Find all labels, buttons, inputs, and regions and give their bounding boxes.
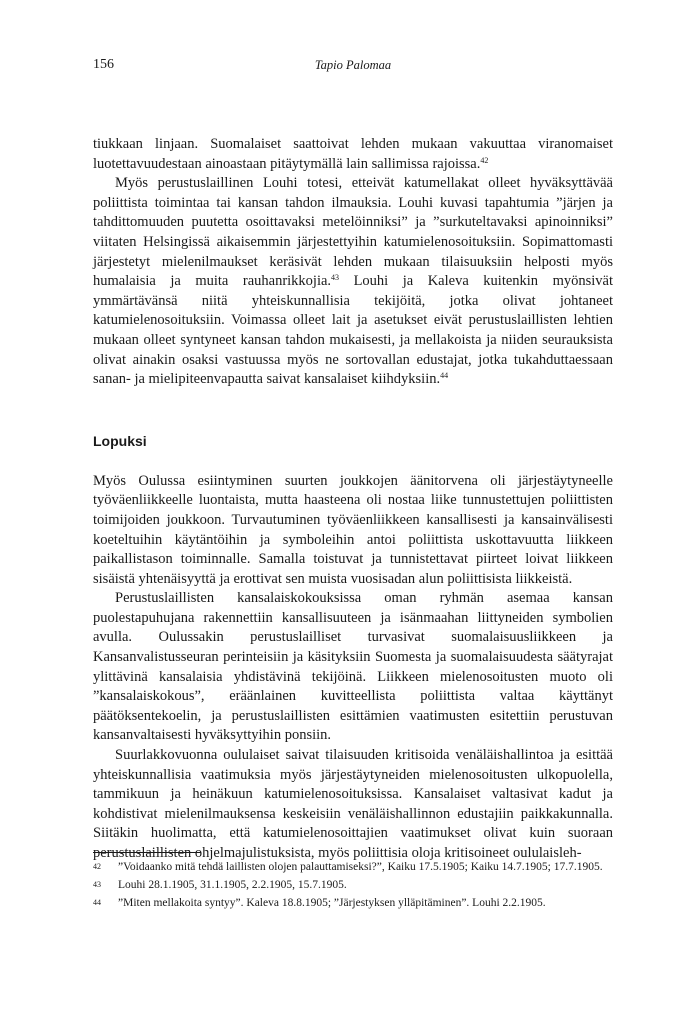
footnote-number: 43 [93, 880, 101, 889]
paragraph-text: Myös perustuslaillinen Louhi totesi, etteivät katumellakat olleet hyväksyttävää poliittista toimintaa tai kansan tahdon ilmauksia. Louhi kuvasi tapahtumia ”järjen ja tahdittomuuden puutetta osoittavaksi metelöinniksi” ja ”surkuteltavaksi apinoinniksi” viitaten Helsingissä aikaisemmin järjestettyihin katumielenosoituksiin. Sopimattomasti järjestetyt mielenilmaukset keräsivät lehden mukaan tilaisuuksiin helposti myös humalaisia ja muita rauhanrikkojia. [93, 175, 613, 290]
running-title-author: Tapio Palomaa [314, 58, 392, 72]
section-heading: Lopuksi [93, 432, 147, 449]
footnote-text: ”Voidaanko mitä tehdä laillisten olojen palauttamiseksi?”, Kaiku 17.5.1905; Kaiku 14.7.1905; 17.7.1905. [118, 861, 603, 873]
footnotes [93, 852, 613, 913]
footnote-ref-43[interactable]: 43 [331, 273, 340, 283]
footnote-text: Louhi 28.1.1905, 31.1.1905, 2.2.1905, 15.7.1905. [118, 879, 347, 891]
footnote-44 [93, 895, 613, 911]
paragraph-continued [93, 135, 613, 174]
paragraph-text-cont: Louhi ja Kaleva kuitenkin myönsivät ymmärtävänsä niitä yhteiskunnallisia tekijöitä, jotka olivat johtaneet katumielenosoituksiin. Voimassa olleet lait ja asetukset eivät perustuslaillisten lehtien mukaan olleet syntyneet kansan tahdon mukaisesti, ja mellakoista ja niiden seurauksista olivat ainakin osaksi vastuussa myös ne sortovallan edustajat, jotka tukahduttaessaan sanan- ja mielipiteenvapautta saivat kansalaiset kiihdyksiin. [93, 273, 613, 388]
footnote-text: ”Miten mellakoita syntyy”. Kaleva 18.8.1905; ”Järjestyksen ylläpitäminen”. Louhi 2.2.1905. [118, 897, 546, 909]
footnote-ref-42[interactable]: 42 [480, 155, 489, 165]
footnote-42 [93, 859, 613, 875]
body-text [93, 135, 613, 864]
page-number: 156 [93, 57, 114, 72]
paragraph-louhi [93, 174, 613, 390]
running-head [93, 57, 613, 75]
paragraph-conclusion-2: Perustuslaillisten kansalaiskokouksissa oman ryhmän asemaa kansan puolestapuhujana rakennettiin kansallisuuteen ja isänmaahan liittyneiden symbolien avulla. Oulussakin perustuslailliset turvasivat suomalaisuusliikkeen ja Kansanvalistusseuran perinteisiin ja käsityksiin Suomesta ja suomalaisuudesta säätyrajat ylittävinä kansalaisia yhdistävinä tekijöinä. Liikkeen mielenosoitusten muoto oli ”kansalaiskokous”, eräänlainen kuvitteellista poliittista valtaa käyttänyt päätöksentekoelin, ja perustuslaillisten esittämien vaatimusten esitettiin perustuvan kansanvaltaisesti hyväksyttyihin ponsiin. [93, 590, 613, 744]
footnote-number: 42 [93, 862, 101, 871]
footnote-43 [93, 877, 613, 893]
footnote-rule [93, 852, 201, 853]
paragraph-text: tiukkaan linjaan. Suomalaiset saattoivat lehden mukaan vakuuttaa viranomaiset luotettavuudestaan ainoastaan pitäytymällä lain sallimissa rajoissa. [93, 136, 613, 172]
footnote-ref-44[interactable]: 44 [440, 371, 449, 381]
footnote-number: 44 [93, 898, 101, 907]
paragraph-conclusion-3: Suurlakkovuonna oululaiset saivat tilaisuuden kritisoida venäläishallintoa ja esittää yhteiskunnallisia vaatimuksia myös järjestäytyneiden mielenosoitusten ulkopuolella, tammikuun ja heinäkuun katumielenosoituksissa. Kansalaiset valtasivat kadut ja kohdistivat mielenilmauksensa keskeisiin venäläishallinnon edustajiin paikkakunnalla. Siitäkin huolimatta, että katumielenosoittajien vaatimukset olivat kuin suoraan perustuslaillisten ohjelmajulistuksista, myös poliittisia oloja kritisoineet oululaisleh- [93, 747, 613, 861]
paragraph-conclusion-1: Myös Oulussa esiintyminen suurten joukkojen äänitorvena oli järjestäytyneelle työväenliikkeelle luontaista, mutta haasteena oli nostaa liike tunnustettujen poliittisten toimijoiden joukkoon. Turvautuminen työväenliikkeen kansallisesti ja kansainvälisesti koeteltuihin käytäntöihin ja symboleihin antoi poliittista uskottavuutta liikkeen paikallistason toiminnalle. Samalla toistuvat ja tunnistettavat piirteet loivat liikkeen sisäistä yhtenäisyyttä ja erottivat sen muista vuosisadan alun poliittisista liikkeistä. [93, 472, 613, 587]
